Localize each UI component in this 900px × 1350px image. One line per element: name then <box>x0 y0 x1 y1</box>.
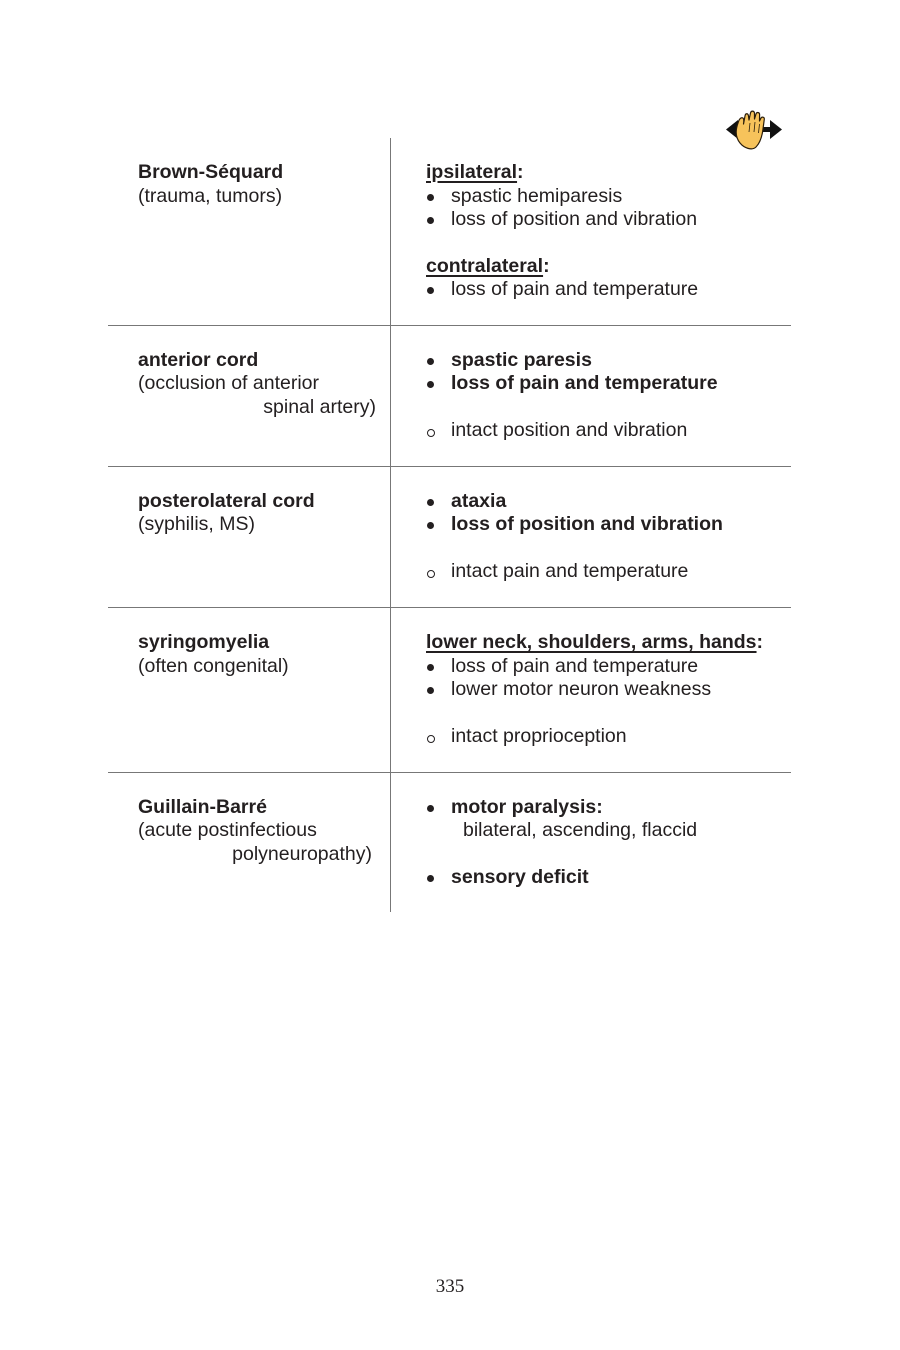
row-divider <box>108 325 791 326</box>
condition-cause: (often congenital) <box>138 655 289 677</box>
finding: lower motor neuron weakness <box>451 678 712 700</box>
hands-arrows-icon <box>726 107 782 157</box>
finding: loss of pain and temperature <box>451 655 699 677</box>
bullet-icon <box>427 499 434 506</box>
condition-title: Brown-Séquard <box>138 161 284 183</box>
condition-title: Guillain-Barré <box>138 796 267 818</box>
condition-cause: spinal artery) <box>263 396 376 418</box>
row-divider <box>108 607 791 608</box>
group-heading: ipsilateral: <box>426 161 524 183</box>
open-circle-icon <box>427 429 435 437</box>
condition-cause: polyneuropathy) <box>232 843 372 865</box>
finding: loss of position and vibration <box>451 513 723 535</box>
open-circle-icon <box>427 735 435 743</box>
condition-title: anterior cord <box>138 349 259 371</box>
condition-cause: (occlusion of anterior <box>138 372 320 394</box>
bullet-icon <box>427 687 434 694</box>
bullet-icon <box>427 217 434 224</box>
finding: spastic hemiparesis <box>451 185 623 207</box>
bullet-icon <box>427 358 434 365</box>
finding: motor paralysis: <box>451 796 603 818</box>
condition-title: syringomyelia <box>138 631 270 653</box>
finding: spastic paresis <box>451 349 592 371</box>
page-number: 335 <box>435 1276 465 1297</box>
open-circle-icon <box>427 570 435 578</box>
finding: loss of pain and temperature <box>451 372 718 394</box>
bullet-icon <box>427 875 434 882</box>
bullet-icon <box>427 522 434 529</box>
finding: loss of position and vibration <box>451 208 698 230</box>
finding: intact pain and temperature <box>451 560 689 582</box>
condition-cause: (acute postinfectious <box>138 819 317 841</box>
condition-cause: (syphilis, MS) <box>138 513 256 535</box>
row-divider <box>108 772 791 773</box>
condition-title: posterolateral cord <box>138 490 315 512</box>
finding: ataxia <box>451 490 507 512</box>
bullet-icon <box>427 287 434 294</box>
bullet-icon <box>427 664 434 671</box>
bullet-icon <box>427 381 434 388</box>
column-divider <box>390 138 391 912</box>
group-heading: contralateral: <box>426 255 550 277</box>
condition-cause: (trauma, tumors) <box>138 185 283 207</box>
finding-detail: bilateral, ascending, flaccid <box>463 819 698 841</box>
finding: loss of pain and temperature <box>451 278 699 300</box>
finding: sensory deficit <box>451 866 589 888</box>
bullet-icon <box>427 805 434 812</box>
finding: intact proprioception <box>451 725 627 747</box>
finding: intact position and vibration <box>451 419 688 441</box>
bullet-icon <box>427 194 434 201</box>
row-divider <box>108 466 791 467</box>
group-heading: lower neck, shoulders, arms, hands: <box>426 631 764 653</box>
